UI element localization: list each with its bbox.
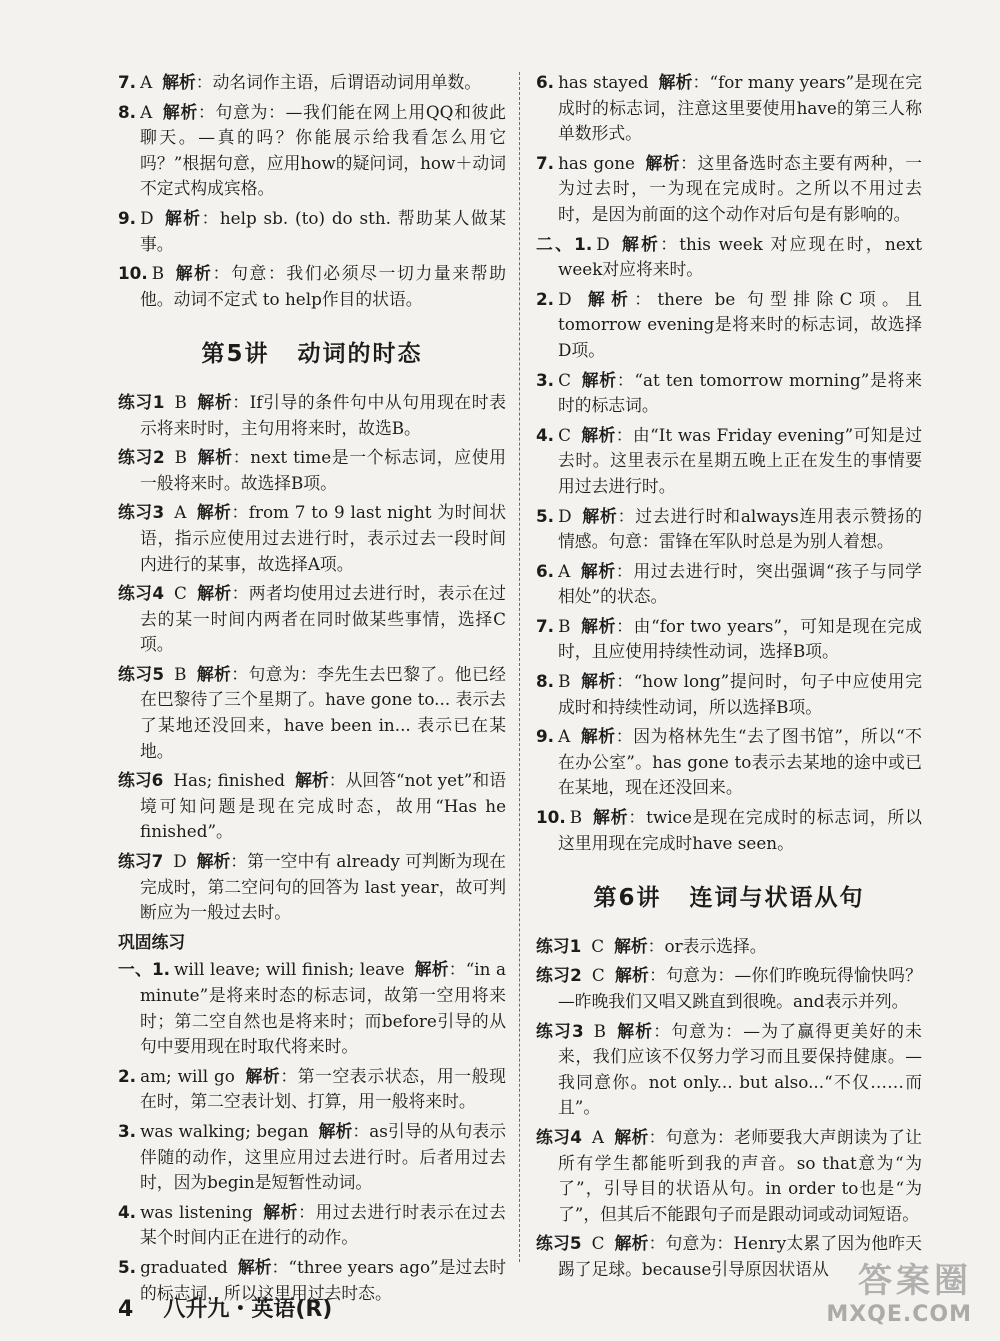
answer-key: D <box>596 233 610 254</box>
answer-key: C <box>591 1233 605 1254</box>
analysis-text: 由“It was Friday evening”可知是过去时。这里表示在星期五晚上正在发生的事情要用过去进行时。 <box>558 424 922 496</box>
analysis-text: 过去进行时和always连用表示赞扬的情感。句意：雷锋在军队时总是为别人着想。 <box>558 505 922 552</box>
item-number: 4. <box>118 1201 137 1222</box>
left-answers-top <box>118 70 506 312</box>
item-number: 7. <box>536 152 555 173</box>
section-6-title: 第6讲 <box>593 885 662 912</box>
analysis-label: 解析 <box>162 101 198 122</box>
analysis-text: 第一空中有 already 可判断为现在完成时，第二空问句的回答为 last year，故可判断应为一般过去时。 <box>140 851 506 923</box>
analysis-label: 解析 <box>614 935 648 956</box>
answer-key: D <box>558 288 572 309</box>
section-6-subtitle: 连词与状语从句 <box>689 885 865 912</box>
section-5-subtitle: 动词的时态 <box>297 341 423 368</box>
answer-item: 9. A 解析：因为格林先生“去了图书馆”，所以“不在办公室”。has gone to表示去某地的途中或已在某地，现在还没回来。 <box>536 726 922 798</box>
answer-item: 二、1. D 解析：this week 对应现在时，next week对应将来时。 <box>536 233 922 280</box>
answer-item: 练习3 A 解析：from 7 to 9 last night 为时间状语，指示应使用过去进行时，表示过去一段时间内进行的某事，故选择A项。 <box>118 502 506 574</box>
analysis-text: 句意：我们必须尽一切力量来帮助他。动词不定式 to help作目的状语。 <box>140 263 506 309</box>
item-number: 2. <box>118 1065 137 1086</box>
analysis-text: there be 句型排除C项。且tomorrow evening是将来时的标志词，故选择D项。 <box>558 288 922 360</box>
item-number: 二、1. <box>536 233 593 254</box>
answer-item: 练习1 B 解析：If引导的条件句中从句用现在时表示将来时时，主句用将来时，故选B。 <box>118 391 506 438</box>
section-6-heading <box>536 886 922 912</box>
right-exercises <box>536 934 922 1283</box>
answer-item: 练习6 Has; finished 解析：从回答“not yet”和语境可知问题是现在完成时态，故用“Has he finished”。 <box>118 770 506 842</box>
analysis-label: 解析 <box>581 505 618 526</box>
exercise-label: 练习3 <box>118 502 165 523</box>
answer-key: C <box>591 935 605 956</box>
exercise-label: 练习6 <box>118 770 164 791</box>
item-number: 5. <box>118 1256 137 1277</box>
analysis-label: 解析 <box>174 263 213 284</box>
item-number: 3. <box>536 369 555 390</box>
analysis-text: If引导的条件句中从句用现在时表示将来时时，主句用将来时，故选B。 <box>140 391 506 438</box>
answer-key: C <box>558 369 571 390</box>
answer-item: 练习3 B 解析：句意为：—为了赢得更美好的未来，我们应该不仅努力学习而且要保持健康。—我同意你。not only... but also...“不仅……而且”。 <box>536 1020 922 1118</box>
analysis-text: 句意为：Henry太累了因为他昨天踢了足球。because引导原因状语从 <box>558 1233 922 1279</box>
analysis-label: 解析 <box>196 583 232 604</box>
analysis-label: 解析 <box>295 770 329 791</box>
exercise-label: 练习3 <box>536 1020 584 1041</box>
watermark-text: 答案圈 <box>858 1261 972 1301</box>
answer-key: B <box>569 807 583 828</box>
analysis-label: 解析 <box>196 502 232 523</box>
item-number: 一、1. <box>118 959 170 980</box>
analysis-label: 解析 <box>658 72 693 92</box>
analysis-label: 解析 <box>614 965 650 986</box>
analysis-label: 解析 <box>414 959 449 980</box>
item-number: 2. <box>536 288 555 309</box>
item-number: 6. <box>536 560 555 581</box>
analysis-text: 动名词作主语，后谓语动词用单数。 <box>212 72 482 92</box>
analysis-text: 由“for two years”，可知是现在完成时，且应使用持续性动词，选择B项。 <box>558 615 922 662</box>
answer-item: 练习4 A 解析：句意为：老师要我大声朗读为了让所有学生都能听到我的声音。so that意为“为了”，引导目的状语从句。in order to也是“为了”，但其后不能跟句子而是跟动词或动词短语。 <box>536 1126 922 1224</box>
answer-item: 10. B 解析：twice是现在完成时的标志词，所以这里用现在完成时have seen。 <box>536 807 922 853</box>
answer-key: graduated <box>140 1256 228 1277</box>
answer-key: A <box>174 502 187 523</box>
analysis-label: 解析 <box>197 447 233 468</box>
answer-item: 4. C 解析：由“It was Friday evening”可知是过去时。这里表示在星期五晚上正在发生的事情要用过去进行时。 <box>536 424 922 496</box>
answer-item: 练习2 C 解析：句意为：—你们昨晚玩得愉快吗？—昨晚我们又唱又跳直到很晚。and表示并列。 <box>536 965 922 1011</box>
section-5-title: 第5讲 <box>201 341 270 368</box>
analysis-label: 解析 <box>580 369 617 390</box>
answer-item: 3. C 解析：“at ten tomorrow morning”是将来时的标志词。 <box>536 369 922 416</box>
answer-key: A <box>140 72 153 92</box>
item-number: 8. <box>536 671 555 692</box>
analysis-text: “how long”提问时，句子中应使用完成时和持续性动词，所以选择B项。 <box>558 671 922 717</box>
exercise-label: 练习1 <box>536 935 582 956</box>
answer-item: 练习7 D 解析：第一空中有 already 可判断为现在完成时，第二空问句的回答为 last year，故可判断应为一般过去时。 <box>118 851 506 923</box>
analysis-text: 两者均使用过去进行时，表示在过去的某一时间内两者在同时做某些事情，选择C项。 <box>140 583 506 655</box>
analysis-label: 解析 <box>196 851 231 872</box>
analysis-text: “at ten tomorrow morning”是将来时的标志词。 <box>558 369 922 416</box>
answer-key: B <box>174 663 187 684</box>
answer-key: am; will go <box>140 1065 235 1086</box>
item-number: 8. <box>118 101 137 122</box>
answer-key: C <box>591 965 605 986</box>
answer-item: 练习2 B 解析：next time是一个标志词，应使用一般将来时。故选择B项。 <box>118 447 506 493</box>
item-number: 4. <box>536 424 555 445</box>
answer-key: B <box>151 263 165 284</box>
analysis-text: help sb. (to) do sth. 帮助某人做某事。 <box>140 207 506 254</box>
answer-item: 3. was walking; began 解析：as引导的从句表示伴随的动作，这里应用过去进行时。后者用过去时，因为begin是短暂性动词。 <box>118 1120 506 1193</box>
answer-item: 练习1 C 解析：or表示选择。 <box>536 935 767 956</box>
answer-key: A <box>558 560 571 581</box>
answer-key: D <box>558 505 572 526</box>
answer-item: 5. graduated 解析：“three years ago”是过去时的标志词，所以这里用过去时态。 <box>118 1256 506 1303</box>
exercise-label: 练习5 <box>118 663 165 684</box>
answer-item: 6. A 解析：用过去进行时，突出强调“孩子与同学相处”的状态。 <box>536 560 922 607</box>
analysis-text: 用过去进行时表示在过去某个时间内正在进行的动作。 <box>140 1201 506 1248</box>
analysis-label: 解析 <box>592 807 629 828</box>
exercise-label: 练习4 <box>536 1126 582 1147</box>
analysis-text: 句意为：—我们能在网上用QQ和彼此聊天。—真的吗？你能展示给我看怎么用它吗？”根据句意，应用how的疑问词，how＋动词不定式构成宾格。 <box>140 101 506 199</box>
item-number: 7. <box>118 72 137 92</box>
analysis-label: 解析 <box>162 72 196 92</box>
exercise-label: 练习1 <box>118 391 165 412</box>
analysis-text: twice是现在完成时的标志词，所以这里用现在完成时have seen。 <box>558 807 922 853</box>
answer-key: B <box>174 447 187 468</box>
left-answers-bottom <box>118 957 506 1306</box>
left-column <box>118 70 506 1310</box>
analysis-label: 解析 <box>580 615 617 636</box>
book-title: 八升九・英语(R) <box>163 1297 333 1322</box>
analysis-text: 句意为：—为了赢得更美好的未来，我们应该不仅努力学习而且要保持健康。—我同意你。not only... but also...“不仅……而且”。 <box>558 1020 922 1118</box>
right-answers-mid <box>536 232 922 857</box>
item-number: 6. <box>536 72 555 92</box>
left-exercises <box>118 390 506 926</box>
analysis-text: as引导的从句表示伴随的动作，这里应用过去进行时。后者用过去时，因为begin是短暂性动词。 <box>140 1120 506 1193</box>
exercise-label: 练习7 <box>118 851 164 872</box>
item-number: 9. <box>536 726 555 747</box>
analysis-label: 解析 <box>580 424 616 445</box>
answer-key: B <box>558 615 571 636</box>
exercise-label: 练习2 <box>536 965 582 986</box>
answer-key: has stayed <box>558 72 649 92</box>
answer-key: C <box>174 583 187 604</box>
answer-key: A <box>591 1126 605 1147</box>
analysis-label: 解析 <box>616 1020 654 1041</box>
analysis-label: 解析 <box>644 152 681 173</box>
analysis-text: from 7 to 9 last night 为时间状语，指示应使用过去进行时，表示过去一段时间内进行的某事，故选择A项。 <box>140 502 506 574</box>
exercise-label: 练习2 <box>118 447 165 468</box>
analysis-text: 第一空表示状态，用一般现在时，第二空表计划、打算，用一般将来时。 <box>140 1065 506 1112</box>
answer-key: B <box>558 671 571 692</box>
answer-item: 9. D 解析：help sb. (to) do sth. 帮助某人做某事。 <box>118 207 506 254</box>
analysis-label: 解析 <box>196 391 233 412</box>
analysis-text: or表示选择。 <box>664 935 767 956</box>
answer-key: D <box>140 207 154 228</box>
watermark-logo <box>826 1253 972 1327</box>
analysis-label: 解析 <box>614 1126 649 1147</box>
answer-item: 练习5 C 解析：句意为：Henry太累了因为他昨天踢了足球。because引导原因状语从 <box>536 1233 922 1279</box>
item-number: 10. <box>118 263 148 284</box>
analysis-label: 解析 <box>580 726 616 747</box>
answer-key: has gone <box>558 152 635 173</box>
analysis-label: 解析 <box>614 1233 649 1254</box>
answer-item: 4. was listening 解析：用过去进行时表示在过去某个时间内正在进行的动作。 <box>118 1201 506 1248</box>
answer-key: was listening <box>140 1201 253 1222</box>
answer-item: 5. D 解析：过去进行时和always连用表示赞扬的情感。句意：雷锋在军队时总是为别人着想。 <box>536 505 922 552</box>
analysis-text: 句意为：—你们昨晚玩得愉快吗？—昨晚我们又唱又跳直到很晚。and表示并列。 <box>558 965 922 1011</box>
answer-item: 8. B 解析：“how long”提问时，句子中应使用完成时和持续性动词，所以选择B项。 <box>536 671 922 717</box>
analysis-text: 用过去进行时，突出强调“孩子与同学相处”的状态。 <box>558 560 922 607</box>
page-footer <box>118 1292 332 1323</box>
answer-item: 7. A 解析：动名词作主语，后谓语动词用单数。 <box>118 72 482 92</box>
exercise-label: 练习5 <box>536 1233 582 1254</box>
answer-item: 练习5 B 解析：句意为：李先生去巴黎了。他已经在巴黎待了三个星期了。have gone to... 表示去了某地还没回来，have been in... 表示已在某地。 <box>118 663 506 761</box>
section-5-heading <box>118 342 506 368</box>
analysis-label: 解析 <box>244 1065 281 1086</box>
analysis-label: 解析 <box>163 207 202 228</box>
item-number: 10. <box>536 807 566 828</box>
answer-key: B <box>174 391 187 412</box>
answer-item: 2. am; will go 解析：第一空表示状态，用一般现在时，第二空表计划、打算，用一般将来时。 <box>118 1065 506 1112</box>
watermark-url: MXQE.COM <box>826 1302 972 1327</box>
analysis-label: 解析 <box>318 1120 353 1141</box>
analysis-label: 解析 <box>581 288 635 309</box>
analysis-text: this week 对应现在时，next week对应将来时。 <box>558 233 922 280</box>
analysis-text: next time是一个标志词，应使用一般将来时。故选择B项。 <box>140 447 506 493</box>
answer-key: A <box>140 101 153 122</box>
answer-item: 6. has stayed 解析：“for many years”是现在完成时的标志词，注意这里要使用have的第三人称单数形式。 <box>536 72 922 144</box>
item-number: 5. <box>536 505 555 526</box>
analysis-text: 句意为：老师要我大声朗读为了让所有学生都能听到我的声音。so that意为“为了”，引导目的状语从句。in order to也是“为了”，但其后不能跟句子而是跟动词或动词短语。 <box>558 1126 922 1224</box>
answer-item: 8. A 解析：句意为：—我们能在网上用QQ和彼此聊天。—真的吗？你能展示给我看怎么用它吗？”根据句意，应用how的疑问词，how＋动词不定式构成宾格。 <box>118 101 506 199</box>
answer-key: was walking; began <box>140 1120 309 1141</box>
right-answers-top <box>536 70 922 228</box>
item-number: 7. <box>536 615 555 636</box>
analysis-label: 解析 <box>619 233 661 254</box>
answer-item: 练习4 C 解析：两者均使用过去进行时，表示在过去的某一时间内两者在同时做某些事情，选择C项。 <box>118 583 506 655</box>
analysis-text: 句意为：李先生去巴黎了。他已经在巴黎待了三个星期了。have gone to... 表示去了某地还没回来，have been in... 表示已在某地。 <box>140 663 506 761</box>
answer-key: A <box>558 726 571 747</box>
analysis-label: 解析 <box>580 671 617 692</box>
analysis-text: 这里备选时态主要有两种，一为过去时，一为现在完成时。之所以不用过去时，是因为前面的这个动作对后句是有影响的。 <box>558 152 922 224</box>
consolidate-heading: 巩固练习 <box>118 931 186 952</box>
analysis-text: “for many years”是现在完成时的标志词，注意这里要使用have的第三人称单数形式。 <box>558 72 922 144</box>
answer-item: 一、1. will leave; will finish; leave 解析：“in a minute”是将来时态的标志词，故第一空用将来时；第二空自然也是将来时；而before引导的从句中要用现在时取代将来时。 <box>118 959 506 1057</box>
column-divider <box>519 72 520 1262</box>
answer-item: 7. has gone 解析：这里备选时态主要有两种，一为过去时，一为现在完成时。之所以不用过去时，是因为前面的这个动作对后句是有影响的。 <box>536 152 922 224</box>
answer-key: D <box>173 851 187 872</box>
analysis-text: 因为格林先生“去了图书馆”，所以“不在办公室”。has gone to表示去某地的途中或已在某地，现在还没回来。 <box>558 726 922 798</box>
analysis-label: 解析 <box>580 560 616 581</box>
answer-item: 7. B 解析：由“for two years”，可知是现在完成时，且应使用持续性动词，选择B项。 <box>536 615 922 662</box>
answer-item: 10. B 解析：句意：我们必须尽一切力量来帮助他。动词不定式 to help作目的状语。 <box>118 263 506 309</box>
item-number: 9. <box>118 207 137 228</box>
answer-key: Has; finished <box>173 770 286 791</box>
answer-key: will leave; will finish; leave <box>174 959 405 980</box>
analysis-label: 解析 <box>262 1201 299 1222</box>
answer-key: C <box>558 424 571 445</box>
page-number: 4 <box>118 1297 134 1322</box>
exercise-label: 练习4 <box>118 583 165 604</box>
analysis-text: “three years ago”是过去时的标志词，所以这里用过去时态。 <box>140 1256 506 1303</box>
analysis-text: 从回答“not yet”和语境可知问题是现在完成时态，故用“Has he finished”。 <box>140 770 506 842</box>
answer-item: 2. D 解析：there be 句型排除C项。且tomorrow evening是将来时的标志词，故选择D项。 <box>536 288 922 360</box>
analysis-text: “in a minute”是将来时态的标志词，故第一空用将来时；第二空自然也是将来时；而before引导的从句中要用现在时取代将来时。 <box>140 959 506 1057</box>
item-number: 3. <box>118 1120 137 1141</box>
right-column <box>536 70 922 1287</box>
analysis-label: 解析 <box>196 663 232 684</box>
answer-key: B <box>593 1020 607 1041</box>
analysis-label: 解析 <box>237 1256 272 1277</box>
